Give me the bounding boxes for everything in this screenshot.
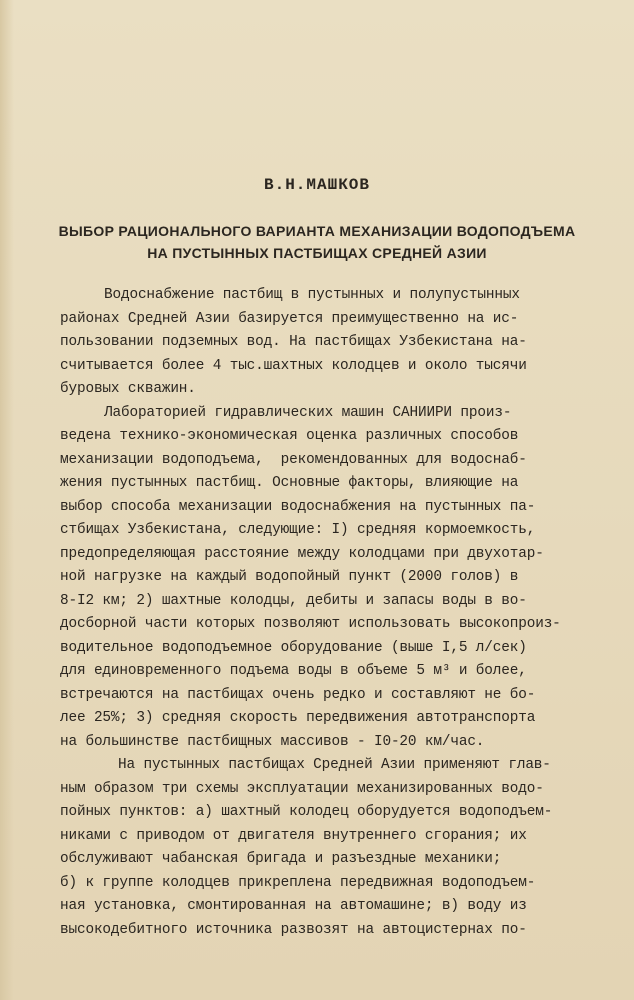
article-body — [60, 284, 561, 942]
text-line: водительное водоподъемное оборудование (выше I,5 л/сек) — [60, 639, 527, 656]
text-line: буровых скважин. — [60, 381, 196, 397]
text-line: ная установка, смонтированная на автомашине; в) воду из — [60, 898, 527, 914]
text-line: 8-I2 км; 2) шахтные колодцы, дебиты и запасы воды в во- — [60, 592, 527, 609]
text-line: Лабораторией гидравлических машин САНИИРИ произ- — [104, 404, 512, 421]
title-line-2: НА ПУСТЫННЫХ ПАСТБИЩАХ СРЕДНЕЙ АЗИИ — [147, 245, 487, 261]
text-line: ведена технико-экономическая оценка различных способов — [60, 428, 519, 444]
text-line: На пустынных пастбищах Средней Азии применяют глав- — [118, 757, 551, 773]
text-line: механизации водоподъема, рекомендованных для водоснаб- — [60, 451, 527, 468]
text-line: предопределяющая расстояние между колодцами при двухотар- — [60, 545, 544, 562]
text-line: для единовременного подъема воды в объеме 5 м³ и более, — [60, 663, 527, 679]
text-line: считывается более 4 тыс.шахтных колодцев и около тысячи — [60, 357, 527, 374]
author-name: В.Н.МАШКОВ — [263, 176, 370, 194]
text-line: Водоснабжение пастбищ в пустынных и полупустынных — [104, 287, 520, 303]
text-line: лее 25%; 3) средняя скорость передвижения автотранспорта — [60, 710, 536, 726]
text-line: встречаются на пастбищах очень редко и составляют не бо- — [60, 686, 536, 703]
text-line: жения пустынных пастбищ. Основные факторы, влияющие на — [60, 475, 519, 491]
text-line: высокодебитного источника развозят на автоцистернах по- — [60, 921, 527, 938]
text-line: досборной части которых позволяют использовать высокопроиз- — [60, 616, 561, 632]
text-line: ным образом три схемы эксплуатации механизированных водо- — [60, 780, 544, 797]
text-line: выбор способа механизации водоснабжения на пустынных па- — [60, 498, 536, 515]
text-line: пойных пунктов: а) шахтный колодец оборудуется водоподъем- — [60, 804, 553, 820]
text-line: ной нагрузке на каждый водопойный пункт (2000 голов) в — [60, 569, 519, 585]
text-line: обслуживают чабанская бригада и разъездные механики; — [60, 851, 502, 867]
text-line: районах Средней Азии базируется преимущественно на ис- — [60, 310, 519, 327]
article-title — [0, 220, 634, 264]
text-line: б) к группе колодцев прикреплена передвижная водоподъем- — [60, 874, 536, 891]
text-line: никами с приводом от двигателя внутреннего сгорания; их — [60, 827, 527, 844]
text-line: пользовании подземных вод. На пастбищах Узбекистана на- — [60, 334, 527, 350]
text-line: стбищах Узбекистана, следующие: I) средняя кормоемкость, — [60, 522, 536, 538]
text-line: на большинстве пастбищных массивов - I0-20 км/час. — [60, 733, 485, 750]
title-line-1: ВЫБОР РАЦИОНАЛЬНОГО ВАРИАНТА МЕХАНИЗАЦИИ ВОДОПОДЪЕМА — [58, 223, 576, 239]
